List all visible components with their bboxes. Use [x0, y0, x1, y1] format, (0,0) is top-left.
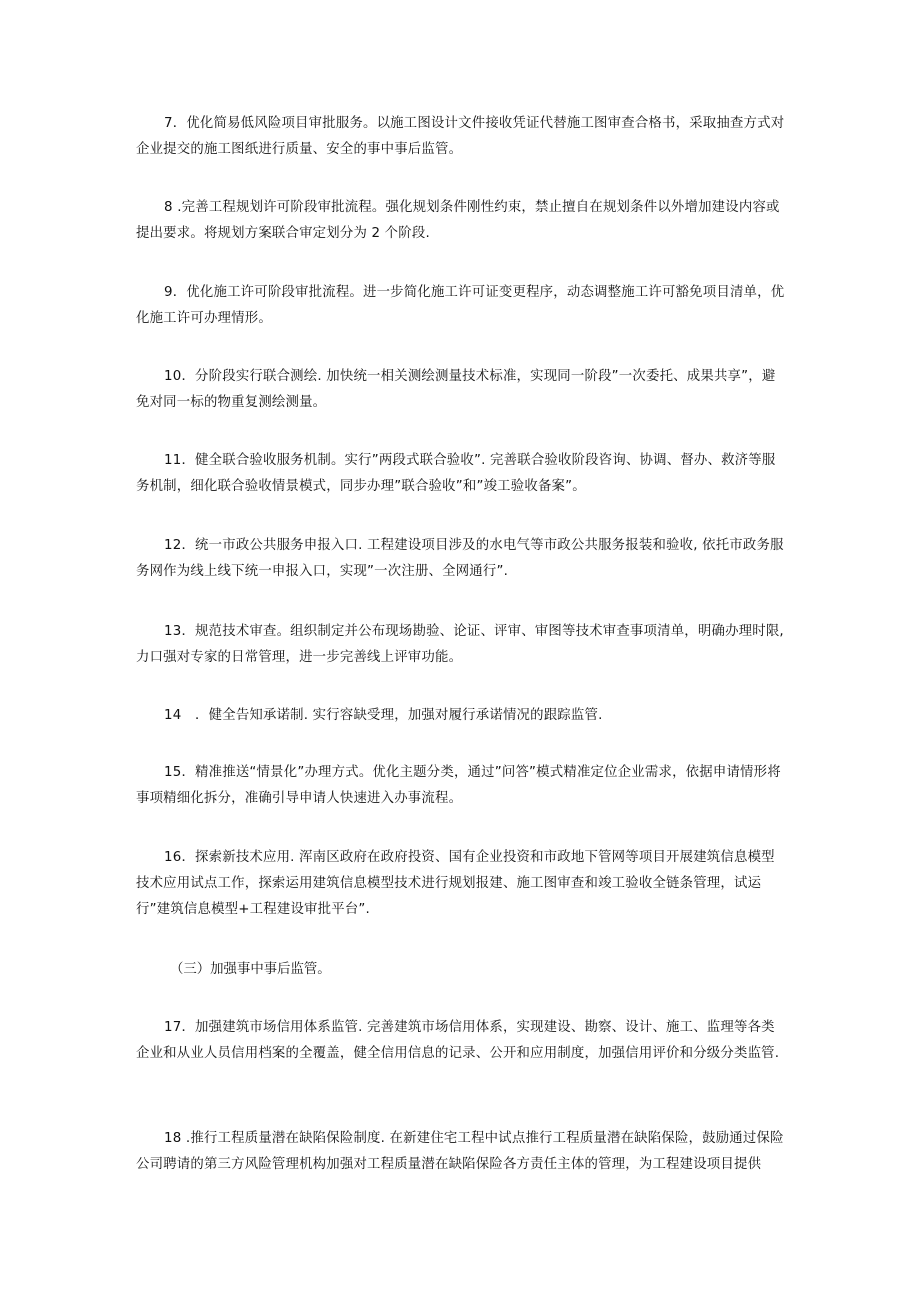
paragraph-item-13	[136, 619, 786, 671]
paragraph-item-7	[136, 111, 786, 163]
paragraph-item-10	[136, 364, 786, 416]
item-number: 18	[164, 1131, 182, 1146]
item-number: 13	[164, 624, 182, 639]
item-text: .推行工程质量潜在缺陷保险制度. 在新建住宅工程中试点推行工程质量潜在缺陷保险，鼓励通过保险公司聘请的第三方风险管理机构加强对工程质量潜在缺陷保险各方责任主体的管理，为工程建设项目提供	[136, 1131, 784, 1172]
paragraph-item-15	[136, 760, 786, 812]
item-text: ．探索新技术应用. 浑南区政府在政府投资、国有企业投资和市政地下管网等项目开展建筑信息模型技术应用试点工作，探索运用建筑信息模型技术进行规划报建、施工图审查和竣工验收全链条管理，试运行”建筑信息模型+工程建设审批平台”.	[136, 850, 775, 917]
item-number: 11	[164, 453, 182, 468]
item-number: 16	[164, 850, 182, 865]
paragraph-item-18	[136, 1126, 786, 1178]
paragraph-item-16	[136, 845, 786, 923]
item-text: ．精准推送“情景化”办理方式。优化主题分类，通过”问答”模式精准定位企业需求，依据申请情形将事项精细化拆分，准确引导申请人快速进入办事流程。	[136, 765, 781, 806]
paragraph-item-9	[136, 280, 786, 332]
item-text: ．分阶段实行联合测绘. 加快统一相关测绘测量技术标准，实现同一阶段”一次委托、成果共享”，避免对同一标的物重复测绘测量。	[136, 369, 776, 410]
item-text: ．优化简易低风险项目审批服务。以施工图设计文件接收凭证代替施工图审查合格书，采取抽查方式对企业提交的施工图纸进行质量、安全的事中事后监管。	[136, 116, 785, 157]
item-number: 15	[164, 765, 182, 780]
item-number: 14	[164, 708, 182, 723]
item-text: ．健全联合验收服务机制。实行”两段式联合验收”. 完善联合验收阶段咨询、协调、督办、救济等服务机制，细化联合验收情景模式，同步办理”联合验收”和”竣工验收备案”。	[136, 453, 776, 494]
item-number: 10	[164, 369, 182, 384]
item-number: 9	[164, 285, 173, 300]
paragraph-item-14	[136, 703, 786, 729]
item-text: .完善工程规划许可阶段审批流程。强化规划条件刚性约束，禁止擅自在规划条件以外增加建设内容或提出要求。将规划方案联合审定划分为 2 个阶段.	[136, 200, 780, 241]
item-number: 12	[164, 538, 182, 553]
item-number: 8	[164, 200, 173, 215]
paragraph-item-11	[136, 448, 786, 500]
item-text: ．规范技术审查。组织制定并公布现场勘验、论证、评审、审图等技术审查事项清单，明确办理时限, 力口强对专家的日常管理，进一步完善线上评审功能。	[136, 624, 784, 665]
item-text: ．加强建筑市场信用体系监管. 完善建筑市场信用体系，实现建设、勘察、设计、施工、监理等各类企业和从业人员信用档案的全覆盖，健全信用信息的记录、公开和应用制度，加强信用评价和分级分类监管.	[136, 1020, 780, 1061]
paragraph-item-17	[136, 1015, 786, 1067]
paragraph-item-12	[136, 533, 786, 585]
item-number: 17	[164, 1020, 182, 1035]
item-text: ．优化施工许可阶段审批流程。进一步简化施工许可证变更程序，动态调整施工许可豁免项目清单，优化施工许可办理情形。	[136, 285, 785, 326]
paragraph-item-8	[136, 195, 786, 247]
item-text: ．健全告知承诺制. 实行容缺受理，加强对履行承诺情况的跟踪监管.	[181, 708, 603, 723]
section-heading: （三）加强事中事后监管。	[170, 962, 331, 977]
item-text: ．统一市政公共服务申报入口. 工程建设项目涉及的水电气等市政公共服务报装和验收, 依托市政务服务网作为线上线下统一申报入口，实现”一次注册、全网通行”.	[136, 538, 784, 579]
item-number: 7	[164, 116, 173, 131]
